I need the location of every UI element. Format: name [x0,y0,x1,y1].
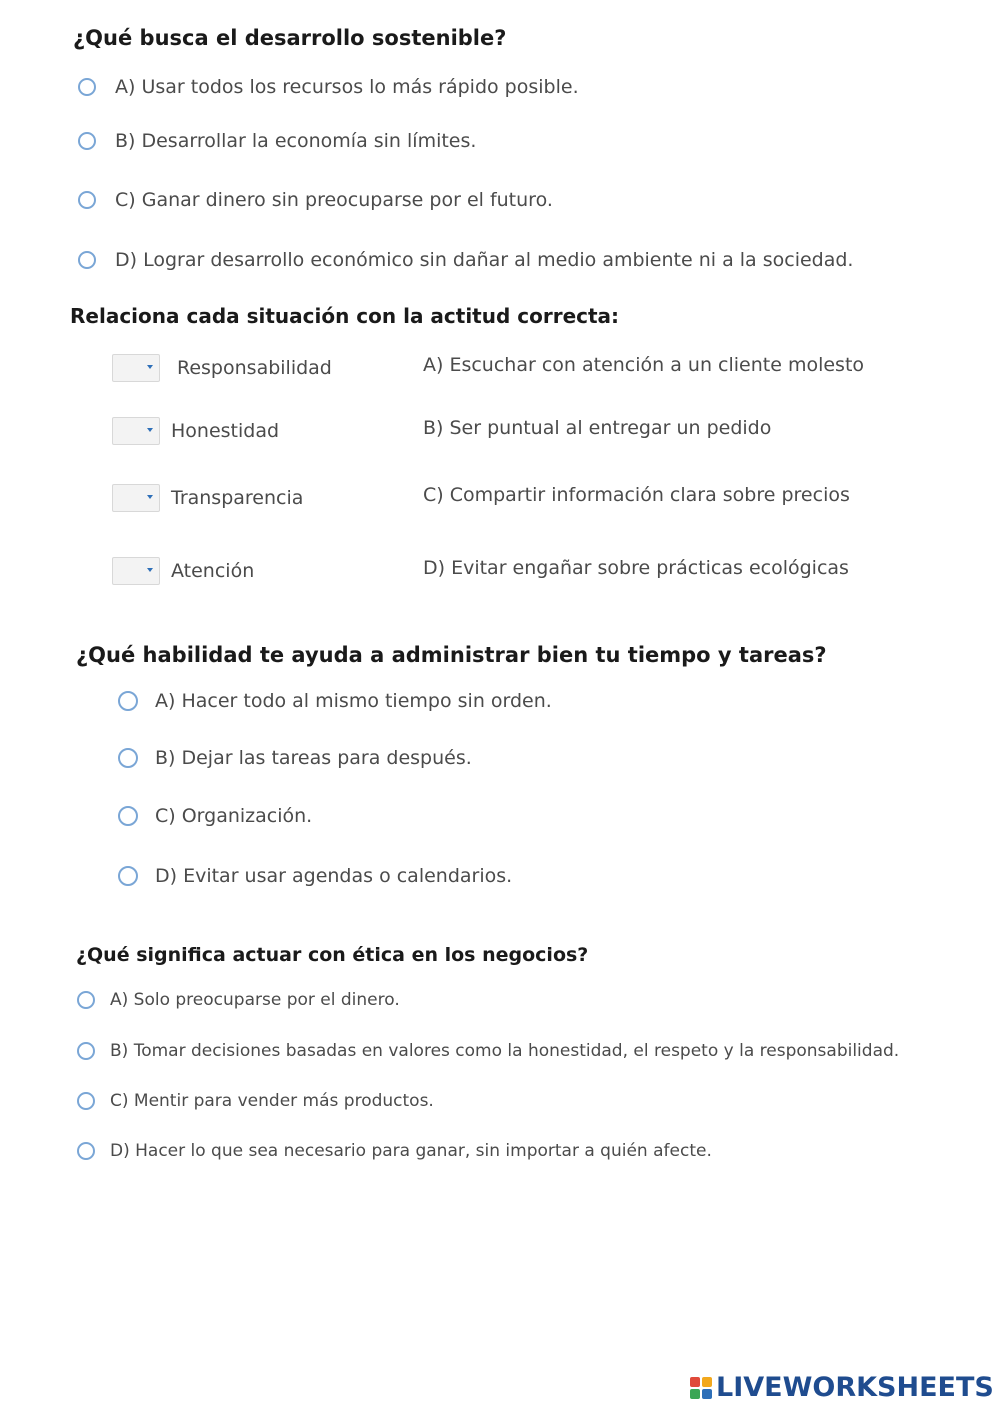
match-row-2 [112,415,279,447]
chevron-down-icon [147,495,153,499]
q3-option-a[interactable] [118,690,552,712]
q4-option-d-label: D) Hacer lo que sea necesario para ganar, sin importar a quién afecte. [110,1141,712,1161]
chevron-down-icon [147,428,153,432]
q4-option-a[interactable] [77,990,400,1010]
match-definition-3: C) Compartir información clara sobre precios [423,484,850,506]
q1-option-c[interactable] [78,189,553,211]
q1-option-a-label: A) Usar todos los recursos lo más rápido posible. [115,76,579,98]
question-4-title: ¿Qué significa actuar con ética en los negocios? [76,944,589,966]
radio-button-icon[interactable] [78,78,96,96]
q4-option-b-label: B) Tomar decisiones basadas en valores como la honestidad, el respeto y la responsabilidad. [110,1041,900,1061]
radio-button-icon[interactable] [78,251,96,269]
q3-option-b[interactable] [118,747,472,769]
chevron-down-icon [147,568,153,572]
q3-option-b-label: B) Dejar las tareas para después. [155,747,472,769]
q4-option-d[interactable] [77,1141,712,1161]
radio-button-icon[interactable] [118,748,138,768]
match-term-3: Transparencia [171,487,304,509]
q4-option-c-label: C) Mentir para vender más productos. [110,1091,434,1111]
q4-option-a-label: A) Solo preocuparse por el dinero. [110,990,400,1010]
logo-squares-icon [690,1377,712,1399]
match-term-2: Honestidad [171,420,280,442]
logo-text: LIVEWORKSHEETS [716,1372,994,1403]
radio-button-icon[interactable] [118,691,138,711]
match-dropdown-2[interactable] [112,417,160,445]
q4-option-c[interactable] [77,1091,434,1111]
match-row-3 [112,482,303,514]
question-1-title: ¿Qué busca el desarrollo sostenible? [73,26,507,50]
match-dropdown-3[interactable] [112,484,160,512]
radio-button-icon[interactable] [77,991,95,1009]
radio-button-icon[interactable] [77,1142,95,1160]
q3-option-d-label: D) Evitar usar agendas o calendarios. [155,865,513,887]
radio-button-icon[interactable] [77,1042,95,1060]
q4-option-b[interactable] [77,1041,899,1061]
q1-option-d-label: D) Lograr desarrollo económico sin dañar al medio ambiente ni a la sociedad. [115,249,854,271]
q1-option-c-label: C) Ganar dinero sin preocuparse por el futuro. [115,189,553,211]
match-definition-2: B) Ser puntual al entregar un pedido [423,417,772,439]
radio-button-icon[interactable] [118,866,138,886]
match-term-4: Atención [171,560,255,582]
q3-option-a-label: A) Hacer todo al mismo tiempo sin orden. [155,690,552,712]
question-3-title: ¿Qué habilidad te ayuda a administrar bien tu tiempo y tareas? [76,643,827,667]
radio-button-icon[interactable] [78,132,96,150]
match-dropdown-1[interactable] [112,354,160,382]
question-2-title: Relaciona cada situación con la actitud correcta: [70,304,620,328]
match-row-1 [112,352,332,384]
liveworksheets-logo [690,1372,994,1403]
match-row-4 [112,555,254,587]
match-definition-4: D) Evitar engañar sobre prácticas ecológicas [423,557,849,579]
radio-button-icon[interactable] [77,1092,95,1110]
chevron-down-icon [147,365,153,369]
radio-button-icon[interactable] [78,191,96,209]
q1-option-b-label: B) Desarrollar la economía sin límites. [115,130,477,152]
match-definition-1: A) Escuchar con atención a un cliente molesto [423,354,865,376]
q1-option-d[interactable] [78,249,853,271]
q1-option-a[interactable] [78,76,579,98]
match-term-1: Responsabilidad [177,357,332,379]
q3-option-d[interactable] [118,865,512,887]
q3-option-c[interactable] [118,805,312,827]
q3-option-c-label: C) Organización. [155,805,313,827]
match-dropdown-4[interactable] [112,557,160,585]
radio-button-icon[interactable] [118,806,138,826]
q1-option-b[interactable] [78,130,476,152]
